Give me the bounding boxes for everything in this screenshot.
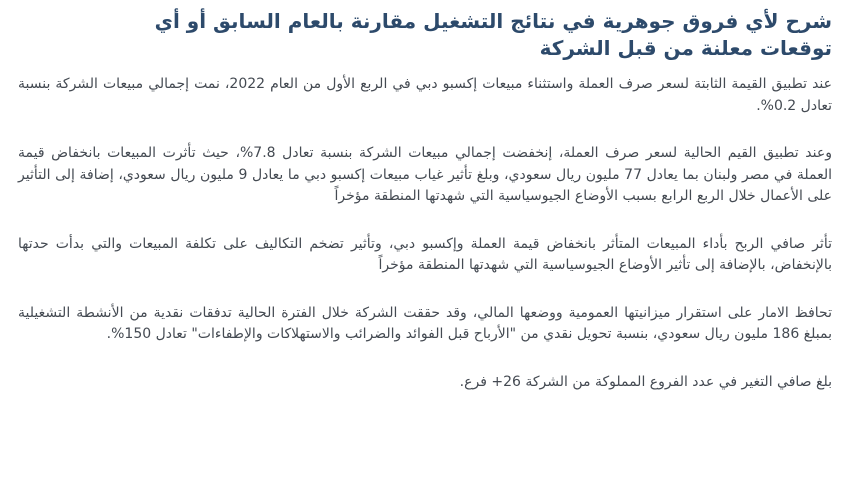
paragraph-branch-count: بلغ صافي التغير في عدد الفروع المملوكة من الشركة 26+ فرع. xyxy=(459,373,832,390)
paragraph-net-profit: تأثر صافي الربح بأداء المبيعات المتأثر بانخفاض قيمة العملة وإكسبو دبي، وتأثير تضخم التكاليف على تكلفة المبيعات والتي بدأت حدتها بالإنخفاض، بالإضافة إلى تأثير الأوضاع الجيوسياسية التي شهدتها المنطقة مؤخراً xyxy=(18,235,832,273)
paragraph-balance-sheet-cash-flow: تحافظ الامار على استقرار ميزانيتها العمومية ووضعها المالي، وقد حققت الشركة خلال الفترة الحالية تدفقات نقدية من الأنشطة التشغيلية بمبلغ 186 مليون ريال سعودي، بنسبة تحويل نقدي من "الأرباح قبل الفوائد والضرائب والاستهلاكات والإطفاءات" تعادل 150%. xyxy=(18,304,832,342)
section-title-line-2: توقعات معلنة من قبل الشركة xyxy=(539,36,832,60)
paragraph-constant-currency-sales: عند تطبيق القيمة الثابتة لسعر صرف العملة واستثناء مبيعات إكسبو دبي في الربع الأول من العام 2022، نمت إجمالي مبيعات الشركة بنسبة تعادل 0.2%. xyxy=(18,76,833,114)
section-title-line-1: شرح لأي فروق جوهرية في نتائج التشغيل مقارنة بالعام السابق أو أي xyxy=(154,9,832,33)
body-text xyxy=(18,74,832,393)
paragraph-current-currency-sales: وعند تطبيق القيم الحالية لسعر صرف العملة، إنخفضت إجمالي مبيعات الشركة بنسبة تعادل 7.8%، حيث تأثرت المبيعات بانخفاض قيمة العملة في مصر ولبنان بما يعادل 77 مليون ريال سعودي، وبلغ تأثير غياب مبيعات إكسبو دبي ما يعادل 9 مليون ريال سعودي، إضافة إلى التأثير على الأعمال خلال الربع الرابع بسبب الأوضاع الجيوسياسية التي شهدتها المنطقة مؤخراً xyxy=(18,145,833,204)
section-title xyxy=(18,8,832,62)
